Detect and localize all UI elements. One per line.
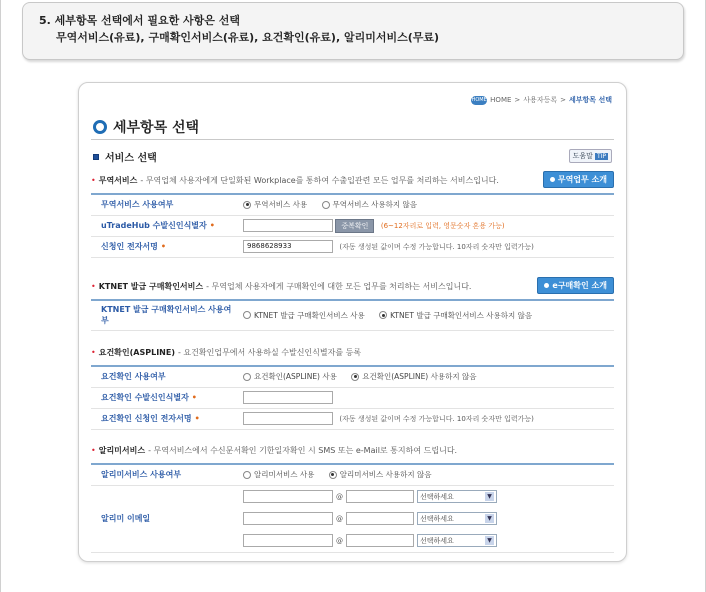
aspline-sign-cell	[241, 408, 614, 429]
at-sign: @	[336, 492, 343, 501]
breadcrumb	[471, 95, 612, 105]
title-ring-icon	[93, 120, 107, 134]
trade-use-label: 무역서비스 사용	[254, 200, 308, 209]
alarm-service-desc: - 무역서비스에서 수신문서확인 기한일자확인 시 SMS 또는 e-Mail로 통지하여 드립니다.	[148, 445, 458, 455]
alarm-service-table	[91, 463, 614, 553]
applicant-sign-label	[91, 236, 241, 257]
alarm-email-label: 알리미 이메일	[91, 485, 241, 552]
breadcrumb-home[interactable]: HOME	[490, 96, 512, 104]
utradehub-id-label-text: uTradeHub 수발신인식별자	[101, 221, 207, 230]
bullet-icon	[550, 177, 555, 182]
bullet-dot-icon: •	[91, 347, 96, 357]
table-row	[91, 464, 614, 485]
bullet-dot-icon: •	[91, 175, 96, 185]
email-row	[243, 508, 612, 530]
radio-icon	[243, 471, 251, 479]
email-domain-input[interactable]	[346, 534, 414, 547]
trade-service-group	[91, 171, 614, 258]
alarm-nouse-label: 알리미서비스 사용하지 않음	[339, 470, 432, 479]
email-domain-select[interactable]	[417, 512, 497, 525]
radio-selected-icon	[379, 311, 387, 319]
ktnet-usage-label: KTNET 발급 구매확인서비스 사용여부	[91, 300, 241, 330]
ktnet-use-label: KTNET 발급 구매확인서비스 사용	[254, 310, 365, 320]
e-purchase-intro-button[interactable]	[537, 277, 614, 294]
aspline-id-input[interactable]	[243, 391, 333, 404]
aspline-service-desc: - 요건확인업무에서 사용하실 수발신인식별자를 등록	[178, 347, 362, 357]
trade-service-table	[91, 193, 614, 258]
step-subtitle: 무역서비스(유료), 구매확인서비스(유료), 요건확인(유료), 알리미서비스(무료)	[56, 31, 440, 44]
alarm-service-name: 알리미서비스	[98, 445, 146, 455]
at-sign: @	[336, 536, 343, 545]
alarm-email-cell	[241, 485, 614, 552]
table-row	[91, 300, 614, 330]
bullet-dot-icon: •	[91, 445, 96, 455]
page-title	[93, 117, 199, 137]
breadcrumb-separator: >	[560, 96, 566, 104]
trade-nouse-radio[interactable]	[322, 199, 417, 210]
ktnet-use-radio[interactable]	[243, 310, 365, 321]
aspline-id-cell	[241, 387, 614, 408]
utradehub-id-input[interactable]	[243, 219, 333, 232]
trade-service-header	[91, 171, 614, 189]
chevron-down-icon: ▼	[485, 536, 494, 545]
table-row	[91, 408, 614, 429]
ktnet-service-name: KTNET 발급 구매확인서비스	[98, 281, 204, 291]
chevron-down-icon: ▼	[485, 514, 494, 523]
aspline-usage-cell	[241, 366, 614, 387]
ktnet-service-desc: - 무역업체 사용자에게 구매확인에 대한 모든 업무를 처리하는 서비스입니다.	[206, 281, 472, 291]
aspline-nouse-radio[interactable]	[351, 371, 476, 382]
alarm-service-header	[91, 441, 614, 459]
alarm-use-radio[interactable]	[243, 469, 314, 480]
applicant-sign-input[interactable]: 9868628933	[243, 240, 333, 253]
aspline-nouse-label: 요건확인(ASPLINE) 사용하지 않음	[362, 372, 477, 381]
help-label: 도움말	[572, 152, 593, 160]
select-value: 선택하세요	[420, 536, 454, 545]
alarm-use-label: 알리미서비스 사용	[254, 470, 315, 479]
breadcrumb-level1[interactable]: 사용자등록	[523, 96, 558, 104]
utradehub-id-note: (6~12자리로 입력, 영문숫자 혼용 가능)	[380, 221, 505, 230]
aspline-id-label-text: 요건확인 수발신인식별자	[101, 393, 189, 402]
help-tip-button[interactable]	[569, 149, 612, 163]
home-icon[interactable]: HOME	[471, 96, 487, 103]
email-domain-input[interactable]	[346, 512, 414, 525]
aspline-service-table	[91, 365, 614, 430]
trade-intro-label: 무역업무 소개	[557, 175, 607, 184]
trade-usage-label: 무역서비스 사용여부	[91, 194, 241, 215]
email-domain-input[interactable]	[346, 490, 414, 503]
applicant-sign-cell	[241, 236, 614, 257]
email-domain-select[interactable]	[417, 534, 497, 547]
utradehub-id-label	[91, 215, 241, 236]
email-id-input[interactable]	[243, 534, 333, 547]
square-bullet-icon	[93, 154, 99, 160]
trade-use-radio[interactable]	[243, 199, 307, 210]
radio-selected-icon	[243, 201, 251, 209]
select-value: 선택하세요	[420, 514, 454, 523]
email-row	[243, 486, 612, 508]
email-id-input[interactable]	[243, 512, 333, 525]
trade-service-name: 무역서비스	[98, 175, 138, 185]
alarm-usage-cell	[241, 464, 614, 485]
email-domain-select[interactable]	[417, 490, 497, 503]
aspline-id-label	[91, 387, 241, 408]
ktnet-nouse-radio[interactable]	[379, 310, 532, 321]
breadcrumb-separator: >	[514, 96, 521, 104]
form-panel	[78, 82, 627, 562]
ktnet-usage-cell	[241, 300, 614, 330]
radio-icon	[243, 311, 251, 319]
title-divider	[91, 139, 614, 140]
at-sign: @	[336, 514, 343, 523]
table-row	[91, 366, 614, 387]
alarm-service-group	[91, 441, 614, 553]
aspline-sign-note: (자동 생성된 값이며 수정 가능합니다. 10자리 숫자만 입력가능)	[339, 414, 534, 423]
page-title-text: 세부항목 선택	[113, 120, 200, 136]
utradehub-id-cell	[241, 215, 614, 236]
duplicate-check-button[interactable]: 중복확인	[335, 219, 374, 233]
required-mark: •	[191, 393, 197, 402]
aspline-service-name: 요건확인(ASPLINE)	[98, 347, 175, 357]
radio-selected-icon	[351, 373, 359, 381]
trade-nouse-label: 무역서비스 사용하지 않음	[332, 200, 417, 209]
aspline-sign-label-text: 요건확인 신청인 전자서명	[101, 414, 192, 423]
table-row	[91, 215, 614, 236]
applicant-sign-label-text: 신청인 전자서명	[101, 242, 158, 251]
alarm-usage-label: 알리미서비스 사용여부	[91, 464, 241, 485]
table-row	[91, 194, 614, 215]
ktnet-service-table	[91, 299, 614, 331]
aspline-sign-label	[91, 408, 241, 429]
email-row	[243, 530, 612, 552]
aspline-usage-label: 요건확인 사용여부	[91, 366, 241, 387]
aspline-use-label: 요건확인(ASPLINE) 사용	[254, 372, 337, 381]
ktnet-nouse-label: KTNET 발급 구매확인서비스 사용하지 않음	[390, 310, 533, 320]
radio-selected-icon	[329, 471, 337, 479]
chevron-down-icon: ▼	[485, 492, 494, 501]
table-row	[91, 387, 614, 408]
aspline-sign-input[interactable]	[243, 412, 333, 425]
trade-usage-cell	[241, 194, 614, 215]
bullet-icon	[544, 283, 549, 288]
step-instruction-box	[22, 2, 684, 60]
table-row	[91, 236, 614, 257]
step-title: 5. 세부항목 선택에서 필요한 사항은 선택	[39, 14, 240, 27]
email-id-input[interactable]	[243, 490, 333, 503]
required-mark: •	[194, 414, 200, 423]
alarm-nouse-radio[interactable]	[329, 469, 432, 480]
aspline-service-header	[91, 343, 614, 361]
ktnet-service-group	[91, 277, 614, 331]
ktnet-service-header	[91, 277, 614, 295]
select-value: 선택하세요	[420, 492, 454, 501]
e-purchase-intro-label: e구매확인 소개	[552, 281, 607, 290]
applicant-sign-note: (자동 생성된 값이며 수정 가능합니다. 10자리 숫자만 입력가능)	[339, 242, 534, 251]
table-row	[91, 485, 614, 552]
radio-icon	[243, 373, 251, 381]
required-mark: •	[160, 242, 167, 251]
aspline-use-radio[interactable]	[243, 371, 337, 382]
breadcrumb-current: 세부항목 선택	[568, 96, 612, 104]
trade-service-desc: - 무역업체 사용자에게 단일화된 Workplace를 통하여 수출입관련 모든 업무를 처리하는 서비스입니다.	[140, 175, 499, 185]
tip-badge: TIP	[596, 153, 606, 160]
aspline-service-group	[91, 343, 614, 430]
section-title	[93, 149, 157, 164]
bullet-dot-icon: •	[91, 281, 96, 291]
trade-intro-button[interactable]	[543, 171, 614, 188]
required-mark: •	[209, 221, 215, 230]
section-title-text: 서비스 선택	[105, 153, 157, 164]
radio-icon	[322, 201, 330, 209]
